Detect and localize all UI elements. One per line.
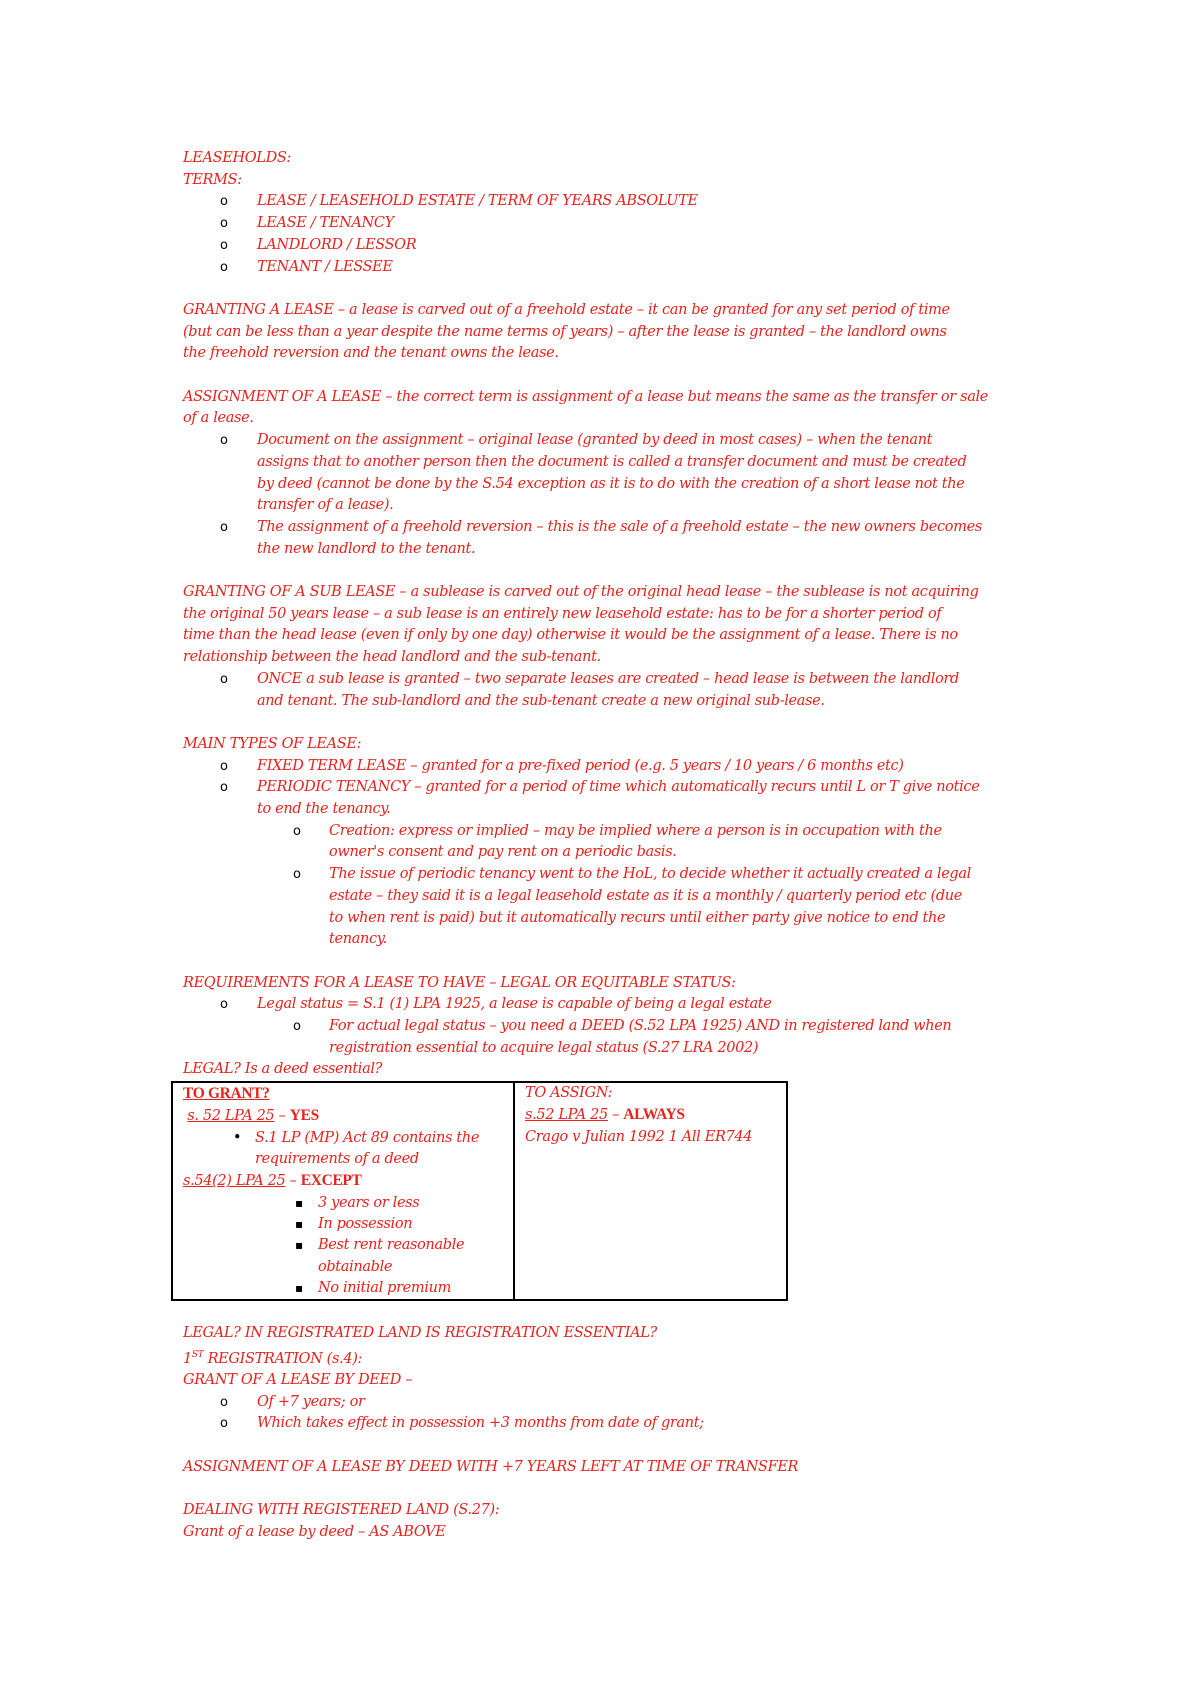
first-registration [183,1345,1033,1371]
assign-word: ALWAYS [623,1106,685,1124]
list-item: o LANDLORD / LESSOR [183,235,1033,257]
list-item-line: and tenant. The sub-landlord and the sub-tenant create a new original sub-lease. [257,692,825,709]
paragraph-line: (but can be less than a year despite the name terms of years) – after the lease is granted – the landlord owns [183,323,947,340]
list-item-line: o Creation: express or implied – may be implied where a person is in occupation with the [329,822,942,839]
list-item-line: transfer of a lease). [257,497,394,514]
list-item [183,1128,513,1171]
assign-dash: – [607,1107,624,1124]
list-item-line: tenancy. [329,931,387,948]
list-item [183,864,1033,951]
sublease-list [183,669,1033,712]
list-item-line: estate – they said it is a legal leasehold estate as it is a monthly / quarterly period etc (due [329,887,962,904]
list-item-line: ▪ 3 years or less [318,1194,420,1211]
list-item-line: obtainable [318,1258,393,1275]
list-item: o LEASE / LEASEHOLD ESTATE / TERM OF YEARS ABSOLUTE [183,191,1033,213]
list-item-line: registration essential to acquire legal status (S.27 LRA 2002) [329,1039,759,1056]
types-label: MAIN TYPES OF LEASE: [183,735,362,752]
list-item-line: to end the tenancy. [257,801,391,818]
requirements-label: REQUIREMENTS FOR A LEASE TO HAVE – LEGAL OR EQUITABLE STATUS: [183,974,736,991]
paragraph-line: of a lease. [183,410,254,427]
assign-heading: TO ASSIGN: [525,1085,613,1102]
list-item [183,517,1033,560]
list-item: o Which takes effect in possession +3 months from date of grant; [183,1413,1033,1435]
list-item-line: the new landlord to the tenant. [257,540,476,557]
list-item-line: o For actual legal status – you need a DEED (S.52 LPA 1925) AND in registered land when [329,1018,952,1035]
grant-yes: YES [289,1107,319,1125]
list-item [183,1214,513,1235]
list-item-line: o The assignment of a freehold reversion – this is the sale of a freehold estate – the new owners becomes [257,518,982,535]
list-item [183,669,1033,712]
list-item-line: o Legal status = S.1 (1) LPA 1925, a lease is capable of being a legal estate [257,996,772,1013]
first-registration-sup: ST [191,1349,204,1360]
sublease-paragraph [183,582,1033,669]
grant-ref: s. 52 LPA 25 [187,1108,275,1125]
list-item-line: • S.1 LP (MP) Act 89 contains the [255,1129,480,1146]
list-item-line: assigns that to another person then the document is called a transfer document and must be created [257,453,967,470]
terms-label: TERMS: [183,171,242,188]
paragraph-line: relationship between the head landlord and the sub-tenant. [183,649,601,666]
assignment-paragraph [183,387,1033,430]
list-item [183,994,1033,1016]
list-item [183,1193,513,1214]
list-item-line: ▪ No initial premium [318,1279,451,1296]
paragraph-line: the freehold reversion and the tenant owns the lease. [183,345,559,362]
terms-list [183,191,1033,278]
grant-by-deed: GRANT OF A LEASE BY DEED – [183,1372,413,1389]
registration-question: LEGAL? IN REGISTRATED LAND IS REGISTRATION ESSENTIAL? [183,1324,657,1341]
list-item [183,1016,1033,1059]
list-item-line: requirements of a deed [255,1151,419,1168]
list-item-line: o FIXED TERM LEASE – granted for a pre-fixed period (e.g. 5 years / 10 years / 6 months etc) [257,757,904,774]
except-word: EXCEPT [300,1172,362,1190]
granting-paragraph [183,300,1033,365]
doc-heading: LEASEHOLDS: [183,150,291,166]
list-item-line: ▪ Best rent reasonable [318,1237,465,1254]
list-item: o Of +7 years; or [183,1392,1033,1414]
grant-cell [172,1082,514,1300]
list-item [183,777,1033,820]
document-page [183,148,1033,1544]
dealing-line: Grant of a lease by deed – AS ABOVE [183,1523,446,1540]
assign-ref: s.52 LPA 25 [525,1107,608,1124]
first-registration-num: 1 [183,1350,192,1367]
deed-question: LEGAL? Is a deed essential? [183,1061,383,1078]
list-item-line: o Document on the assignment – original lease (granted by deed in most cases) – when the tenant [257,432,933,449]
assignment-by-deed: ASSIGNMENT OF A LEASE BY DEED WITH +7 YEARS LEFT AT TIME OF TRANSFER [183,1458,799,1475]
list-item [183,1278,513,1299]
list-item [183,430,1033,517]
list-item [183,821,1033,864]
paragraph-line: time than the head lease (even if only by one day) otherwise it would be the assignment of a lease. There is no [183,627,958,644]
paragraph-line: ASSIGNMENT OF A LEASE – the correct term is assignment of a lease but means the same as the transfer or sale [183,388,989,405]
assignment-list [183,430,1033,560]
list-item-line: to when rent is paid) but it automatically recurs until either party give notice to end the [329,909,946,926]
dealing-label: DEALING WITH REGISTERED LAND (S.27): [183,1502,500,1519]
except-ref: s.54(2) LPA 25 [183,1173,286,1190]
deed-table [171,1081,788,1301]
list-item [183,1235,513,1278]
paragraph-line: the original 50 years lease – a sub lease is an entirely new leasehold estate: has to be for a shorter period of [183,605,942,622]
grant-heading: TO GRANT? [183,1085,270,1103]
paragraph-line: GRANTING OF A SUB LEASE – a sublease is carved out of the original head lease – the sublease is not acquiring [183,584,979,601]
list-item-line: owner's consent and pay rent on a periodic basis. [329,844,677,861]
except-dash: – [285,1173,301,1190]
types-list [183,756,1033,951]
list-item-line: by deed (cannot be done by the S.54 exception as it is to do with the creation of a short lease not the [257,475,965,492]
paragraph-line: GRANTING A LEASE – a lease is carved out of a freehold estate – it can be granted for any set period of time [183,301,950,318]
list-item-line: ▪ In possession [318,1215,413,1232]
list-item: o LEASE / TENANCY [183,213,1033,235]
first-registration-rest: REGISTRATION (s.4): [203,1350,363,1367]
registration-list [183,1392,1033,1435]
list-item-line: o The issue of periodic tenancy went to the HoL, to decide whether it actually created a legal [329,866,971,883]
assign-case: Crago v Julian 1992 1 All ER744 [525,1128,753,1145]
assign-cell [514,1082,787,1300]
list-item-line: o PERIODIC TENANCY – granted for a period of time which automatically recurs until L or T give notice [257,779,980,796]
list-item [183,756,1033,778]
list-item: o TENANT / LESSEE [183,257,1033,279]
list-item-line: o ONCE a sub lease is granted – two separate leases are created – head lease is between the landlord [257,670,959,687]
requirements-list [183,994,1033,1059]
grant-dash: – [274,1108,290,1125]
